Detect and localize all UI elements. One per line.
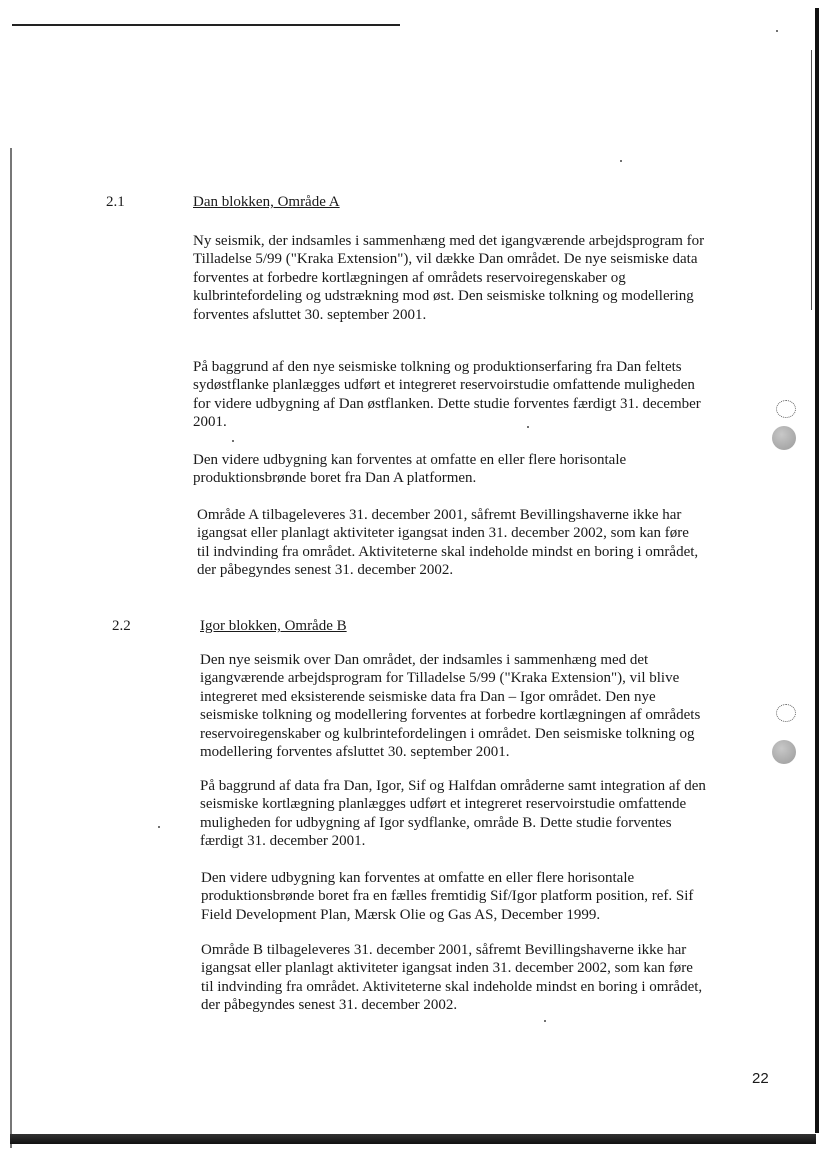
section-title: Dan blokken, Område A bbox=[193, 194, 340, 210]
punch-hole-mark bbox=[776, 704, 796, 722]
punch-hole-mark bbox=[776, 400, 796, 418]
section-number: 2.2 bbox=[112, 618, 131, 634]
scan-speck bbox=[776, 30, 778, 32]
paragraph: Ny seismik, der indsamles i sammenhæng med det igangværende arbejdsprogram for Tilladelse 5/99 ("Kraka Extension"), vil dække Dan området. De nye seismiske data forventes at forbedre kortlægningen af områdets reservoiregenskaber og kulbrintefordeling og udstrækning mod øst. Den seismiske tolkning og modellering forventes afsluttet 30. september 2001. bbox=[193, 233, 705, 323]
paragraph: På baggrund af data fra Dan, Igor, Sif og Halfdan områderne samt integration af den seismiske kortlægning planlægges udført et integreret reservoirstudie omfattende muligheden for udbygning af Igor sydflanke, område B. Dette studie forventes færdigt 31. december 2001. bbox=[200, 778, 706, 850]
scan-edge-left bbox=[10, 148, 12, 1148]
paragraph: Område B tilbageleveres 31. december 2001, såfremt Bevillingshaverne ikke har igangsat eller planlagt aktiviteter igangsat inden 31. december 2002, som kan føre til indvinding fra området. Aktiviteterne skal indeholde mindst en boring i området, der påbegyndes senest 31. december 2002. bbox=[201, 942, 703, 1014]
paragraph: Den videre udbygning kan forventes at omfatte en eller flere horisontale produktionsbrønde boret fra Dan A platformen. bbox=[193, 452, 627, 487]
scan-speck bbox=[232, 440, 234, 442]
scan-speck bbox=[544, 1020, 546, 1022]
bottom-rule bbox=[10, 1134, 816, 1144]
scan-edge-right-thin bbox=[811, 50, 812, 310]
punch-hole bbox=[772, 426, 796, 450]
top-rule bbox=[12, 24, 400, 26]
paragraph: Den nye seismik over Dan området, der indsamles i sammenhæng med det igangværende arbejdsprogram for Tilladelse 5/99 ("Kraka Extension"), vil blive integreret med eksisterende seismiske data fra Dan – Igor området. Den nye seismiske tolkning og modellering forventes at forbedre kortlægningen af områdets reservoiregenskaber og kulbrintefordelingen i området. Den seismiske tolkning og modellering forventes afsluttet 30. september 2001. bbox=[200, 652, 701, 761]
scan-edge-right bbox=[815, 8, 819, 1133]
paragraph: Den videre udbygning kan forventes at omfatte en eller flere horisontale produktionsbrønde boret fra en fælles fremtidig Sif/Igor platform position, ref. Sif Field Development Plan, Mærsk Olie og Gas AS, December 1999. bbox=[201, 870, 694, 923]
section-title: Igor blokken, Område B bbox=[200, 618, 347, 634]
scan-speck bbox=[158, 826, 160, 828]
punch-hole bbox=[772, 740, 796, 764]
section-number: 2.1 bbox=[106, 194, 125, 210]
scan-speck bbox=[620, 160, 622, 162]
paragraph: Område A tilbageleveres 31. december 2001, såfremt Bevillingshaverne ikke har igangsat eller planlagt aktiviteter igangsat inden 31. december 2002, som kan føre til indvinding fra området. Aktiviteterne skal indeholde mindst en boring i området, der påbegyndes senest 31. december 2002. bbox=[197, 507, 699, 579]
paragraph: På baggrund af den nye seismiske tolkning og produktionserfaring fra Dan feltets sydøstflanke planlægges udført et integreret reservoirstudie omfattende muligheden for videre udbygning af Dan østflanken. Dette studie forventes færdigt 31. december 2001. bbox=[193, 359, 701, 431]
page-number: 22 bbox=[752, 1070, 769, 1087]
